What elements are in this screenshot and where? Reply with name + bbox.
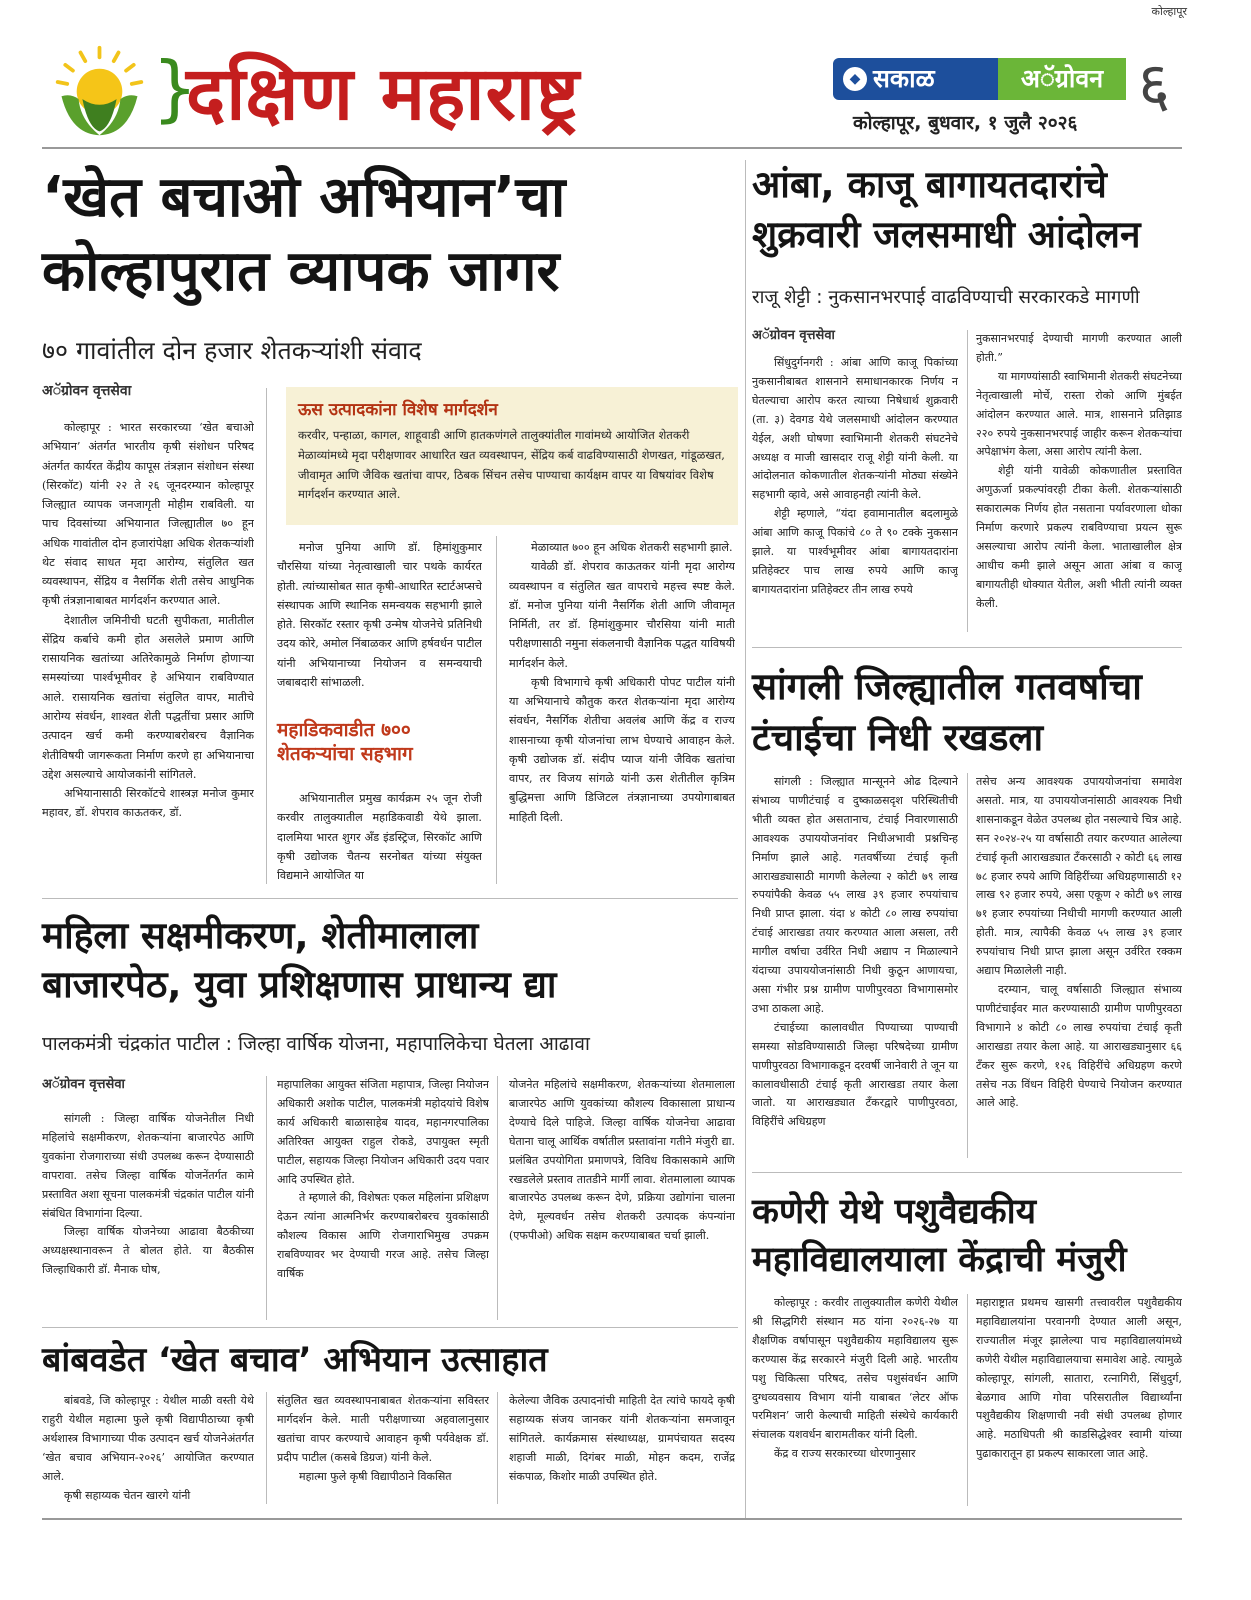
column-divider: [496, 536, 497, 884]
page-column-divider: [745, 160, 746, 1520]
story3-headline-line1: सांगली जिल्ह्यातील गतवर्षाचा: [752, 665, 1142, 708]
column-divider: [497, 1076, 498, 1320]
paragraph: महाराष्ट्रात प्रथमच खासगी तत्त्वावरील पशुवैद्यकीय महाविद्यालयांना परवानगी देण्यात आली असून, राज्यातील मंजूर झालेल्या पाच महाविद्यालयांमध्ये कणेरी येथील महाविद्यालयाचा समावेश आहे. त्यामुळे कोल्हापूर, सांगली, सातारा, रत्नागिरी, सिंधुदुर्ग, बेळगाव आणि गोवा परिसरातील विद्यार्थ्यांना पशुवैद्यकीय शिक्षणाची नवी संधी उपलब्ध होणार आहे. मठाधिपती श्री काडसिद्धेश्वर स्वामी यांच्या पुढाकारातून हा प्रकल्प साकारला जात आहे.: [976, 1296, 1182, 1461]
column-divider: [967, 1294, 968, 1506]
story1-headline-line2: कोल्हापुरात व्यापक जागर: [42, 239, 560, 304]
column-divider: [967, 773, 968, 1158]
story1-column-3: [509, 538, 735, 886]
paragraph: केलेल्या जैविक उत्पादनांची माहिती देत त्यांचे फायदे कृषी सहाय्यक संजय जानकर यांनी शेतकऱ्यांना समजावून सांगितले. कार्यक्रमास संस्थाध्यक्ष, ग्रामपंचायत सदस्य शहाजी माळी, दिगंबर माळी, मोहन कदम, राजेंद्र संकपाळ, किशोर माळी उपस्थित होते.: [509, 1394, 735, 1483]
box-text: करवीर, पन्हाळा, कागल, शाहूवाडी आणि हातकणंगले तालुक्यांतील गावांमध्ये आयोजित शेतकरी मेळाव्यांमध्ये मृदा परीक्षणावर आधारित खत व्यवस्थापन, सेंद्रिय कर्ब वाढविण्यासाठी शेणखत, गांडूळखत, जीवामृत आणि जैविक खतांचा वापर, ठिबक सिंचन तसेच पाण्याचा कार्यक्षम वापर या विषयांवर विशेष मार्गदर्शन करण्यात आले.: [298, 428, 725, 502]
sakal-logo: [833, 58, 998, 100]
paragraph: सांगली : जिल्हा वार्षिक योजनेतील निधी महिलांचे सक्षमीकरण, शेतकऱ्यांना बाजारपेठ आणि युवकांना रोजगाराच्या संधी उपलब्ध करून देण्यासाठी वापरावा. तसेच जिल्हा वार्षिक योजनेंतर्गत कामे प्रस्तावित अशा सूचना पालकमंत्री चंद्रकांत पाटील यांनी संबंधित विभागांना दिल्या.: [42, 1112, 254, 1220]
story4-subhead: पालकमंत्री चंद्रकांत पाटील : जिल्हा वार्षिक योजना, महापालिकेचा घेतला आढावा: [42, 1033, 590, 1055]
story6-column-2: [976, 1294, 1182, 1506]
section-title: दक्षिण महाराष्ट्र: [186, 51, 581, 137]
edition-label: कोल्हापूर: [1151, 5, 1187, 18]
column-divider: [266, 1076, 267, 1320]
story4-headline-line1: महिला सक्षमीकरण, शेतीमालाला: [42, 914, 479, 957]
story4-byline: अॅग्रोवन वृत्तसेवा: [42, 1077, 125, 1092]
sun-sprout-logo: [52, 44, 147, 139]
column-divider: [497, 1392, 498, 1504]
story3-column-1: [752, 773, 958, 1158]
page-bottom-rule: [42, 1518, 1182, 1520]
story2-column-1: [752, 354, 958, 634]
paragraph: सांगली : जिल्ह्यात मान्सूनने ओढ दिल्याने संभाव्य पाणीटंचाई व दुष्काळसदृश परिस्थितीची भीती व्यक्त होत असतानाच, टंचाई निवारणासाठी आवश्यक उपाययोजनांवर निधीअभावी प्रश्नचिन्ह निर्माण झाले आहे. गतवर्षीच्या टंचाई कृती आराखड्यासाठी मागणी केलेल्या २ कोटी ७९ लाख रुपयांपैकी केवळ ५५ लाख ३९ हजार रुपयांचाच निधी प्राप्त झाला. यंदा ४ कोटी ८० लाख रुपयांचा टंचाई आराखडा तयार करण्यात आला असला, तरी मागील वर्षाचा उर्वरित निधी अद्याप न मिळाल्याने यंदाच्या उपाययोजनांसाठी निधी कुठून आणायचा, असा गंभीर प्रश्न ग्रामीण पाणीपुरवठा विभागासमोर उभा ठाकला आहे.: [752, 775, 958, 1015]
paragraph: देशातील जमिनीची घटती सुपीकता, मातीतील सेंद्रिय कर्बाचे कमी होत असलेले प्रमाण आणि रासायनिक खतांच्या अतिरेकामुळे निर्माण होणाऱ्या समस्यांच्या पार्श्वभूमीवर हे अभियान राबविण्यात आले. रासायनिक खतांचा संतुलित वापर, मातीचे आरोग्य संवर्धन, शाश्वत शेती पद्धतींचा प्रसार आणि उत्पादन खर्च कमी करण्याबरोबरच वैज्ञानिक शेतीविषयी जागरूकता निर्माण करणे हा अभियानाचा उद्देश असल्याचे आयोजकांनी सांगितले.: [42, 613, 254, 781]
masthead-brace: }: [152, 46, 198, 130]
story4-headline-line2: बाजारपेठ, युवा प्रशिक्षणास प्राधान्य द्या: [42, 963, 557, 1006]
story6-headline-line2: महाविद्यालयाला केंद्राची मंजुरी: [752, 1240, 1127, 1280]
story4-column-1: [42, 1110, 254, 1320]
story1-highlight-box: [286, 387, 738, 525]
paragraph: अभियानासाठी सिरकॉटचे शास्त्रज्ञ मनोज कुमार महावर, डॉ. शेपराव काऊतकर, डॉ.: [42, 787, 254, 820]
sakal-logo-text: सकाळ: [873, 64, 935, 93]
story1-subhead: ७० गावांतील दोन हजार शेतकऱ्यांशी संवाद: [42, 336, 422, 365]
story5-column-3: [509, 1392, 735, 1504]
story2-headline-line2: शुक्रवारी जलसमाधी आंदोलन: [752, 213, 1141, 256]
paragraph: अभियानातील प्रमुख कार्यक्रम २५ जून रोजी करवीर तालुक्यातील महाडिकवाडी येथे झाला. दालमिया भारत शुगर अँड इंडस्ट्रिज, सिरकॉट आणि कृषी उद्योजक चैतन्य सरनोबत यांच्या संयुक्त विद्यमाने आयोजित या: [277, 792, 482, 883]
paragraph: मेळाव्यात ७०० हून अधिक शेतकरी सहभागी झाले.: [531, 541, 733, 554]
story-divider: [42, 1327, 738, 1328]
story2-headline-line1: आंबा, काजू बागायतदारांचे: [752, 163, 1107, 206]
story2-subhead: राजू शेट्टी : नुकसानभरपाई वाढविण्याची सरकारकडे मागणी: [752, 287, 1140, 308]
paragraph: महात्मा फुले कृषी विद्यापीठाने विकसित: [299, 1469, 452, 1483]
story-divider: [752, 647, 1182, 648]
masthead-rule: [42, 147, 1182, 149]
story1-column-1: [42, 418, 254, 886]
paragraph: टंचाईच्या कालावधीत पिण्याच्या पाण्याची समस्या सोडविण्यासाठी जिल्हा परिषदेच्या ग्रामीण पाणीपुरवठा विभागाकडून दरवर्षी जानेवारी ते जून या कालावधीसाठी टंचाई कृती आराखडा तयार केला जातो. या आराखड्यात टँकरद्वारे पाणीपुरवठा, विहिरींचे अधिग्रहण: [752, 1020, 958, 1129]
story3-column-2: [976, 773, 1182, 1158]
date-line: कोल्हापूर, बुधवार, १ जुलै २०२६: [853, 112, 1078, 134]
story5-column-1: [42, 1392, 254, 1504]
paragraph: ते म्हणाले की, विशेषतः एकल महिलांना प्रशिक्षण देऊन त्यांना आत्मनिर्भर करण्याबरोबरच युवकांसाठी कौशल्य विकास आणि रोजगाराभिमुख उपक्रम राबविण्यावर भर देण्याची गरज आहे. तसेच जिल्हा वार्षिक: [277, 1191, 489, 1281]
story1-column-2b: [277, 789, 482, 884]
paragraph: शेट्टी म्हणाले, “यंदा हवामानातील बदलामुळे आंबा आणि काजू पिकांचे ८० ते ९० टक्के नुकसान झाले. या पार्श्वभूमीवर आंबा बागायतदारांना प्रतिहेक्टर पाच लाख रुपये आणि काजू बागायतदारांना प्रतिहेक्टर तीन लाख रुपये: [752, 507, 958, 596]
paragraph: संतुलित खत व्यवस्थापनाबाबत शेतकऱ्यांना सविस्तर मार्गदर्शन केले. माती परीक्षणाच्या अहवालानुसार खतांचा वापर करण्याचे आवाहन कृषी पर्यवेक्षक डॉ. प्रदीप पाटील (कसबे डिग्रज) यांनी केले.: [277, 1394, 489, 1464]
story6-headline-line1: कणेरी येथे पशुवैद्यकीय: [752, 1192, 1037, 1232]
paragraph: दरम्यान, चालू वर्षासाठी जिल्ह्यात संभाव्य पाणीटंचाईवर मात करण्यासाठी ग्रामीण पाणीपुरवठा विभागाने ४ कोटी ८० लाख रुपयांचा टंचाई कृती आराखडा तयार केला आहे. या आराखड्यानुसार ६६ टँकर सुरू करणे, १२६ विहिरींचे अधिग्रहण करणे तसेच नऊ विंधन विहिरी घेण्याचे नियोजन करण्यात आले आहे.: [976, 982, 1182, 1110]
column-divider: [266, 1392, 267, 1504]
paragraph: केंद्र व राज्य सरकारच्या धोरणानुसार: [774, 1447, 916, 1461]
paragraph: कृषी सहाय्यक चेतन खारगे यांनी: [64, 1488, 191, 1502]
paragraph: जिल्हा वार्षिक योजनेच्या आढावा बैठकीच्या अध्यक्षस्थानावरून ते बोलत होते. या बैठकीस जिल्हाधिकारी डॉ. मैनाक घोष,: [42, 1225, 254, 1277]
story6-column-1: [752, 1294, 958, 1506]
story-divider: [42, 898, 738, 899]
story2-column-2: [976, 330, 1182, 632]
paragraph: शेट्टी यांनी यावेळी कोकणातील प्रस्तावित अणुऊर्जा प्रकल्पांवरही टीका केली. शेतकऱ्यांसाठी सकारात्मक निर्णय होत नसताना पर्यावरणाला धोका निर्माण करणारे प्रकल्प राबविण्याचा प्रयत्न सुरू असल्याचा आरोप त्यांनी केला. भाताखालील क्षेत्र आधीच कमी झाले असून आता आंबा व काजू बागायतीही धोक्यात येतील, अशी भीती त्यांनी व्यक्त केली.: [976, 464, 1182, 610]
story1-column-subhead: महाडिकवाडीत ७०० शेतकऱ्यांचा सहभाग: [277, 719, 413, 765]
box-title: ऊस उत्पादकांना विशेष मार्गदर्शन: [298, 400, 498, 420]
sakal-emblem-icon: ◆: [843, 67, 867, 91]
paragraph: यावेळी डॉ. शेपराव काऊतकर यांनी मृदा आरोग्य व्यवस्थापन व संतुलित खत वापराचे महत्त्व स्पष्ट केले. डॉ. मनोज पुनिया यांनी नैसर्गिक शेती आणि जीवामृत निर्मिती, तर डॉ. हिमांशुकुमार चौरसिया यांनी माती परीक्षणासाठी नमुना संकलनाची वैज्ञानिक पद्धत याविषयी मार्गदर्शन केले.: [509, 560, 735, 670]
story4-column-3: [509, 1076, 735, 1320]
paragraph: या मागण्यांसाठी स्वाभिमानी शेतकरी संघटनेच्या नेतृत्वाखाली मोर्चे, रास्ता रोको आणि मुंबईत आंदोलन करण्यात आले. मात्र, शासनाने प्रतिझाड २२० रुपये नुकसानभरपाई जाहीर करून शेतकऱ्यांचा अपेक्षाभंग केला, असा आरोप त्यांनी केला.: [976, 369, 1182, 459]
story1-byline: अॅग्रोवन वृत्तसेवा: [42, 383, 132, 399]
story1-headline-line1: ‘खेत बचाओ अभियान’चा: [42, 165, 566, 230]
page-number: ६: [1138, 48, 1171, 121]
paragraph: कोल्हापूर : भारत सरकारच्या ‘खेत बचाओ अभियान’ अंतर्गत भारतीय कृषी संशोधन परिषद अंतर्गत कार्यरत केंद्रीय कापूस तंत्रज्ञान संशोधन संस्था (सिरकॉट) यांनी २२ ते २६ जूनदरम्यान कोल्हापूर जिल्ह्यात व्यापक जनजागृती मोहीम राबविली. या पाच दिवसांच्या अभियानात जिल्ह्यातील ७० हून अधिक गावांतील दोन हजारांपेक्षा अधिक शेतकऱ्यांशी थेट संवाद साधत मृदा आरोग्य, संतुलित खत व्यवस्थापन, सेंद्रिय व नैसर्गिक शेती तसेच आधुनिक कृषी तंत्रज्ञानाबाबत मार्गदर्शन करण्यात आले.: [42, 421, 254, 608]
paragraph: योजनेत महिलांचे सक्षमीकरण, शेतकऱ्यांच्या शेतमालाला बाजारपेठ आणि युवकांच्या कौशल्य विकासाला प्राधान्य देण्याचे दिले पाहिजे. जिल्हा वार्षिक योजनेचा आढावा घेताना चालू आर्थिक वर्षातील प्रस्तावांना गतीने मंजुरी द्या. प्रलंबित उपयोगिता प्रमाणपत्रे, विविध विकासकामे आणि रखडलेले प्रस्ताव तातडीने मार्गी लावा. शेतमालाला व्यापक बाजारपेठ उपलब्ध करून देणे, प्रक्रिया उद्योगांना चालना देणे, मूल्यवर्धन तसेच शेतकरी उत्पादक कंपन्यांना (एफपीओ) अधिक सक्षम करण्याबाबत चर्चा झाली.: [509, 1078, 735, 1243]
story5-column-2: [277, 1392, 489, 1504]
paragraph: तसेच अन्य आवश्यक उपाययोजनांचा समावेश असतो. मात्र, या उपाययोजनांसाठी आवश्यक निधी शासनाकडून वेळेत उपलब्ध होत नसल्याचे चित्र आहे. सन २०२४-२५ या वर्षासाठी तयार करण्यात आलेल्या टंचाई कृती आराखड्यात टँकरसाठी २ कोटी ६६ लाख ७८ हजार रुपये आणि विहिरींच्या अधिग्रहणासाठी १२ लाख ९२ हजार रुपये, असा एकूण २ कोटी ७९ लाख ७१ हजार रुपयांच्या निधीची मागणी करण्यात आली होती. मात्र, त्यापैकी केवळ ५५ लाख ३९ हजार रुपयांचाच निधी प्राप्त झाला असून उर्वरित रक्कम अद्याप मिळालेली नाही.: [976, 775, 1182, 978]
paragraph: कृषी विभागाचे कृषी अधिकारी पोपट पाटील यांनी या अभियानाचे कौतुक करत शेतकऱ्यांना मृदा आरोग्य संवर्धन, नैसर्गिक शेतीचा अवलंब आणि केंद्र व राज्य शासनाच्या कृषी योजनांचा लाभ घेण्याचे आवाहन केले. कृषी उद्योजक डॉ. संदीप प्याज यांनी जैविक खतांचा वापर, तर विजय सांगळे यांनी ऊस शेतीतील कृत्रिम बुद्धिमत्ता आणि डिजिटल तंत्रज्ञानाच्या उपयोगाबाबत माहिती दिली.: [509, 675, 735, 824]
story4-column-2: [277, 1076, 489, 1320]
paragraph: कोल्हापूर : करवीर तालुक्यातील कणेरी येथील श्री सिद्धगिरी संस्थान मठ यांना २०२६-२७ या शैक्षणिक वर्षापासून पशुवैद्यकीय महाविद्यालय सुरू करण्यास केंद्र सरकारने मंजुरी दिली आहे. भारतीय पशु चिकित्सा परिषद, तसेच पशुसंवर्धन आणि दुग्धव्यवसाय विभाग यांनी याबाबत ‘लेटर ऑफ परमिशन’ जारी केल्याची माहिती संस्थेचे कार्यकारी संचालक यशवर्धन बारामतीकर यांनी दिली.: [752, 1296, 958, 1442]
story5-headline: बांबवडेत ‘खेत बचाव’ अभियान उत्साहात: [42, 1340, 548, 1380]
agrowon-logo: अॅग्रोवन: [998, 58, 1126, 100]
story2-byline: अॅग्रोवन वृत्तसेवा: [752, 328, 835, 343]
paragraph: नुकसानभरपाई देण्याची मागणी करण्यात आली होती.”: [976, 332, 1182, 364]
story1-column-2: [277, 538, 482, 693]
column-divider: [266, 388, 267, 884]
paragraph: सिंधुदुर्गनगरी : आंबा आणि काजू पिकांच्या नुकसानीबाबत शासनाने समाधानकारक निर्णय न घेतल्याचा आरोप करत त्याच्या निषेधार्थ शुक्रवारी (ता. ३) देवगड येथे जलसमाधी आंदोलन करण्यात येईल, अशी घोषणा स्वाभिमानी शेतकरी संघटनेचे अध्यक्ष व माजी खासदार राजू शेट्टी यांनी केली. या आंदोलनात कोकणातील शेतकऱ्यांनी मोठ्या संख्येने सहभागी व्हावे, असे आवाहनही त्यांनी केले.: [752, 356, 958, 502]
column-divider: [967, 330, 968, 632]
story3-headline-line2: टंचाईचा निधी रखडला: [752, 716, 1044, 759]
paragraph: मनोज पुनिया आणि डॉ. हिमांशुकुमार चौरसिया यांच्या नेतृत्वाखाली चार पथके कार्यरत होती. त्यांच्यासोबत सात कृषी-आधारित स्टार्टअप्सचे संस्थापक आणि स्थानिक समन्वयक सहभागी झाले होते. सिरकॉट रस्तार कृषी उन्मेष योजनेचे प्रतिनिधी उदय कोरे, अमोल निंबाळकर आणि हर्षवर्धन पाटील यांनी अभियानाच्या नियोजन व समन्वयाची जबाबदारी सांभाळली.: [277, 541, 482, 689]
paragraph: महापालिका आयुक्त संजिता महापात्र, जिल्हा नियोजन अधिकारी अशोक पाटील, पालकमंत्री महोदयांचे विशेष कार्य अधिकारी बाळासाहेब यादव, महानगरपालिका अतिरिक्त आयुक्त राहुल रोकडे, उपायुक्त स्मृती पाटील, सहायक जिल्हा नियोजन अधिकारी उदय पवार आदि उपस्थित होते.: [277, 1078, 489, 1186]
story-divider: [752, 1172, 1182, 1173]
paragraph: बांबवडे, जि कोल्हापूर : येथील माळी वस्ती येथे राहुरी येथील महात्मा फुले कृषी विद्यापीठाच्या कृषी अर्थशास्त्र विभागाच्या पीक उत्पादन खर्च योजनेअंतर्गत ‘खेत बचाव अभियान-२०२६’ आयोजित करण्यात आले.: [42, 1394, 254, 1483]
